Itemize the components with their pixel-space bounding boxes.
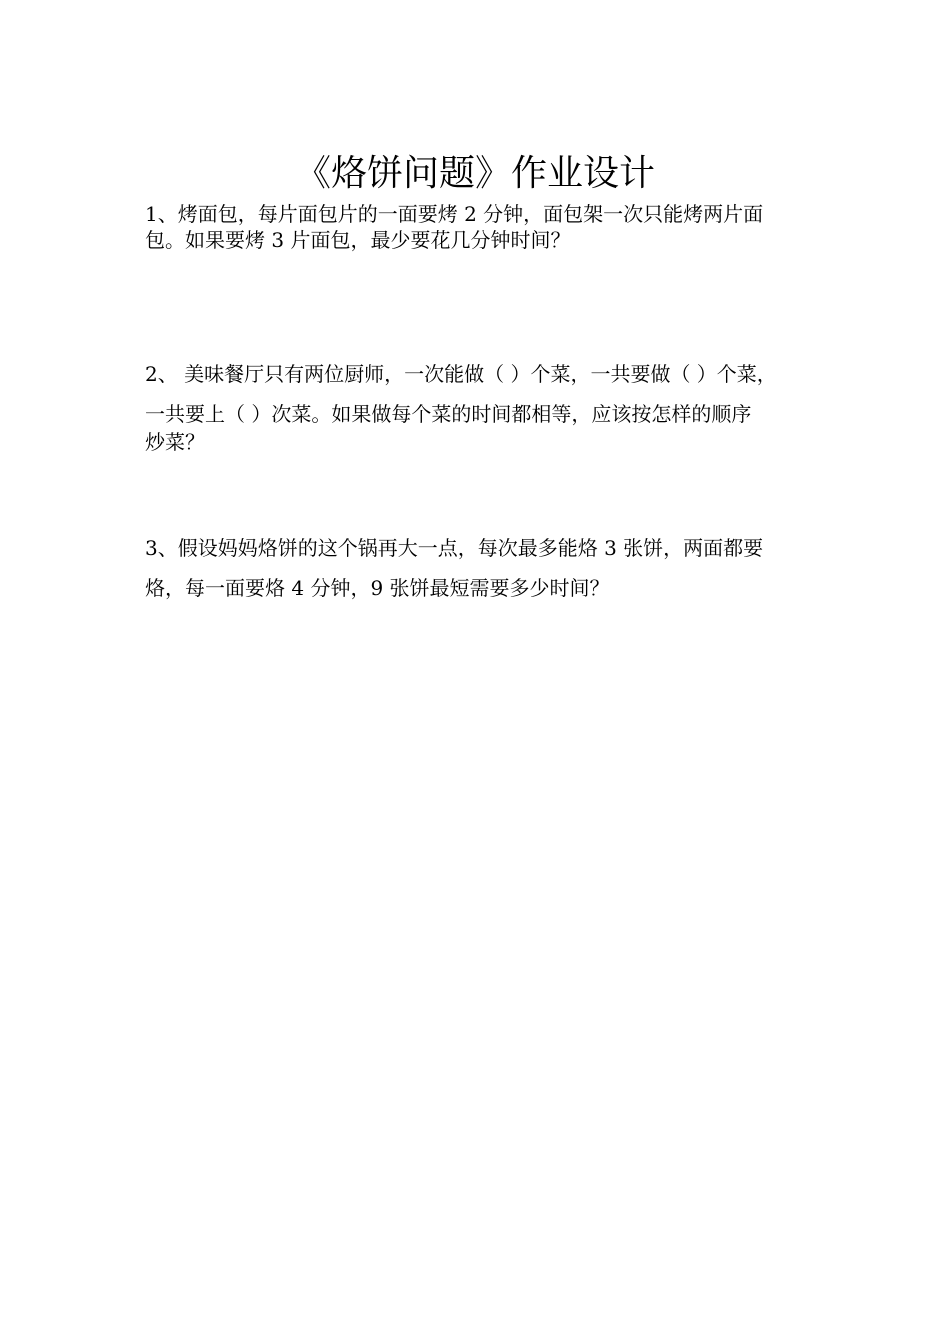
- question-1: [145, 201, 815, 253]
- question-2-line-1: 2、 美味餐厅只有两位厨师，一次能做（ ）个菜，一共要做（ ）个菜，: [145, 362, 777, 386]
- question-1-line-2: 包。如果要烤 3 片面包，最少要花几分钟时间？: [145, 228, 571, 252]
- question-1-line-1: 1、烤面包，每片面包片的一面要烤 2 分钟，面包架一次只能烤两片面: [145, 202, 764, 226]
- document-title: 《烙饼问题》作业设计: [294, 153, 655, 194]
- question-2-line-3: 炒菜？: [145, 430, 205, 454]
- question-3-line-1: 3、假设妈妈烙饼的这个锅再大一点，每次最多能烙 3 张饼，两面都要: [145, 536, 764, 560]
- question-3-line-2: 烙，每一面要烙 4 分钟，9 张饼最短需要多少时间？: [145, 576, 610, 600]
- question-3: [145, 534, 815, 602]
- question-2-line-2: 一共要上（ ）次菜。如果做每个菜的时间都相等，应该按怎样的顺序: [145, 402, 752, 426]
- question-2: [145, 360, 815, 456]
